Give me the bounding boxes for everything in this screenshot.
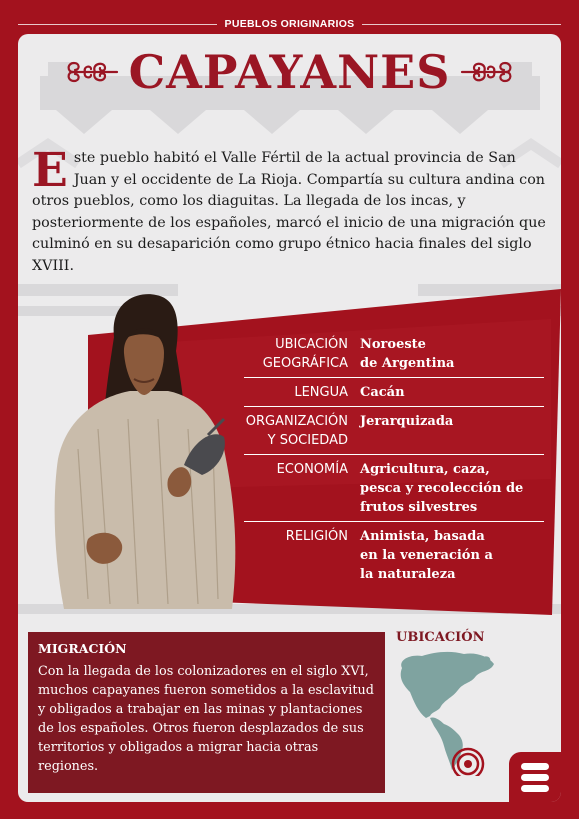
info-key: ORGANIZACIÓN Y SOCIEDAD: [245, 414, 348, 448]
info-value: Agricultura, caza, pesca y recolección de frutos silvestres: [360, 462, 524, 515]
migration-box: [28, 632, 385, 793]
intro-paragraph: [32, 143, 546, 277]
info-table: [244, 330, 544, 588]
divider-right: [362, 24, 561, 25]
menu-icon: [521, 763, 549, 770]
info-value: Cacán: [360, 385, 405, 400]
migration-text: Con la llegada de los colonizadores en el siglo XVI, muchos capayanes fueron sometidos a la esclavitud y obligados a trabajar en las minas y plantaciones de los españoles. Otros fueron desplazados de sus territorios y obligados a migrar hacia otras regiones.: [38, 664, 374, 774]
info-row: [244, 330, 544, 378]
info-row: [244, 378, 544, 407]
info-key: RELIGIÓN: [285, 529, 348, 544]
menu-button[interactable]: [509, 752, 561, 802]
content-panel: [18, 34, 561, 802]
migration-title: MIGRACIÓN: [38, 641, 127, 656]
section-label: PUEBLOS ORIGINARIOS: [224, 18, 355, 30]
info-row: [244, 407, 544, 455]
info-row: [244, 522, 544, 588]
location-title: UBICACIÓN: [396, 630, 485, 645]
intro-text: ste pueblo habitó el Valle Fértil de la actual provincia de San Juan y el occidente de La Rioja. Compartía su cultura andina con otros pueblos, como los diaguitas. La llegada de los incas, y posteriormente de los españoles, marcó el inicio de una migración que culminó en su desaparición como grupo étnico hacia finales del siglo XVIII.: [32, 150, 546, 274]
info-key: UBICACIÓN GEOGRÁFICA: [262, 337, 348, 371]
page-title: CAPAYANES: [128, 45, 451, 99]
map-icon: [388, 646, 508, 776]
ornament-right-icon: [460, 57, 514, 87]
info-value: Jerarquizada: [360, 414, 454, 429]
info-key: ECONOMÍA: [276, 462, 348, 477]
info-value: Noroeste de Argentina: [360, 337, 455, 371]
info-key: LENGUA: [294, 385, 348, 400]
target-icon: [453, 749, 483, 776]
top-label: [0, 14, 579, 34]
divider-left: [18, 24, 217, 25]
info-value: Animista, basada en la veneración a la naturaleza: [360, 529, 493, 582]
title-block: [18, 40, 561, 104]
info-row: [244, 455, 544, 522]
ornament-left-icon: [65, 57, 119, 87]
drop-cap: E: [32, 143, 68, 198]
